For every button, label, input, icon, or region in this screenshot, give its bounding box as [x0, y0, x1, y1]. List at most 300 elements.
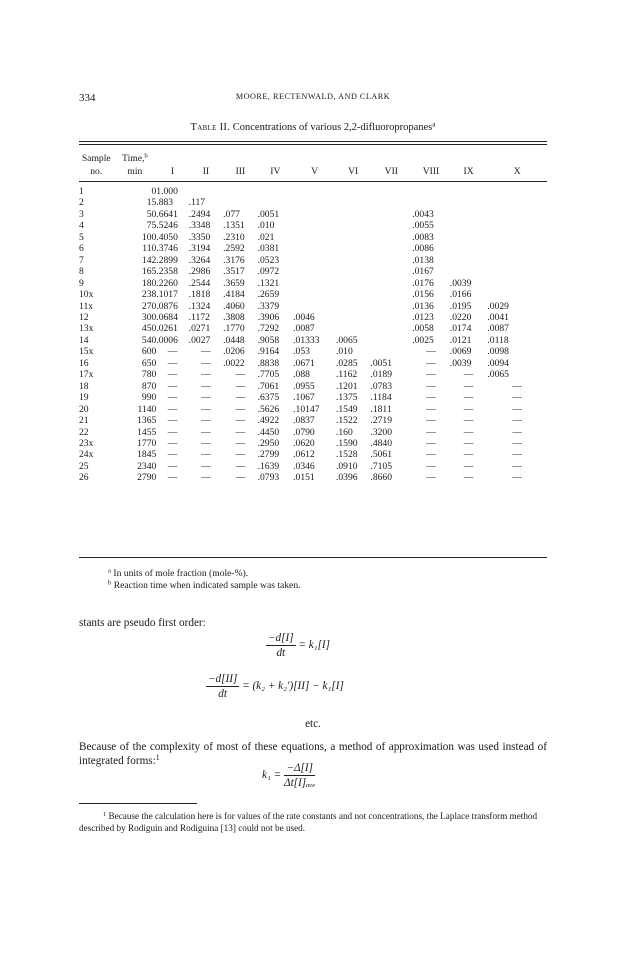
time-cell: 270	[141, 300, 157, 312]
concentration-cell: .4184	[223, 289, 245, 301]
concentration-cell: .0121	[449, 334, 472, 346]
concentration-cell: .0195	[449, 300, 472, 312]
eq3-denominator: Δt[I]ₐᵥₑ	[284, 777, 316, 789]
concentration-cell: .2799	[257, 449, 280, 461]
concentration-cell: —	[201, 403, 211, 415]
time-cell: 100	[141, 231, 157, 243]
concentration-cell: .0025	[412, 334, 434, 346]
sample-number-cell: 7	[79, 254, 84, 266]
concentration-cell: —	[512, 403, 522, 415]
time-cell: 238	[141, 289, 157, 301]
concentration-cell: —	[463, 472, 474, 484]
concentration-cell: .0612	[293, 449, 315, 461]
concentration-cell: .0620	[293, 437, 315, 449]
concentration-cell	[370, 278, 412, 289]
concentration-cell: —	[463, 437, 474, 449]
concentration-cell: .6641	[156, 208, 178, 220]
concentration-cell: —	[463, 415, 474, 427]
concentration-cell	[487, 255, 547, 266]
concentration-cell	[450, 266, 488, 277]
concentration-cell: .3379	[257, 300, 280, 312]
concentration-cell: .10147	[293, 403, 320, 415]
concentration-cell: .0876	[156, 300, 178, 312]
concentration-cell: .0271	[188, 323, 211, 335]
concentration-cell: .1201	[335, 380, 358, 392]
concentration-cell	[293, 220, 336, 231]
sample-number-cell: 26	[79, 472, 89, 484]
col-header-compound: VII	[384, 166, 398, 177]
concentration-cell: —	[463, 403, 474, 415]
concentration-cell	[487, 220, 547, 231]
concentration-cell: —	[235, 392, 246, 404]
table-row	[79, 369, 547, 380]
concentration-cell	[336, 289, 370, 300]
footnote-rule	[79, 803, 197, 804]
concentration-cell: —	[201, 357, 211, 369]
table-row	[79, 381, 547, 392]
concentration-cell	[258, 186, 294, 197]
time-cell: 110	[142, 243, 157, 255]
concentration-cell: .3350	[188, 231, 211, 243]
sample-number-cell: 23x	[79, 437, 94, 449]
concentration-cell: .2494	[188, 208, 211, 220]
concentration-cell	[370, 266, 412, 277]
col-header-compound: IX	[463, 166, 474, 177]
concentration-cell: .053	[293, 346, 310, 358]
concentration-cell: .2592	[223, 243, 245, 255]
table-row	[79, 461, 547, 472]
table-row	[79, 197, 547, 208]
eq2-denominator: dt	[218, 688, 227, 700]
concentration-cell	[370, 301, 412, 312]
concentration-cell: .0285	[335, 357, 358, 369]
concentration-cell: .0046	[293, 311, 315, 323]
equation-3	[262, 762, 315, 789]
concentration-cell: .0176	[412, 277, 434, 289]
concentration-table	[79, 152, 547, 484]
concentration-cell: —	[426, 369, 436, 381]
concentration-cell: .0151	[293, 472, 315, 484]
table-row	[79, 358, 547, 369]
paragraph-2-footnote-mark: 1	[155, 753, 160, 763]
time-cell: 540	[141, 334, 157, 346]
concentration-cell: —	[235, 460, 246, 472]
concentration-cell	[293, 301, 336, 312]
concentration-cell: .2659	[257, 289, 280, 301]
table-footnote-b: $^b$ Reaction time when indicated sample was taken.	[108, 579, 301, 591]
concentration-cell: 1.000	[156, 186, 178, 197]
concentration-cell: .1528	[335, 449, 358, 461]
concentration-cell: .3659	[223, 277, 245, 289]
concentration-cell: .0346	[293, 460, 315, 472]
page-number: 334	[79, 92, 96, 104]
concentration-cell: —	[426, 357, 436, 369]
eq3-numerator: −Δ[I]	[284, 762, 315, 776]
concentration-cell: .0167	[412, 266, 434, 278]
concentration-cell: .0098	[487, 346, 509, 358]
page-footnote: $^1$ Because the calculation here is for values of the rate constants and not concentrations, the Laplace transform method described by Rodiguin and Rodiguina [13] could not be used.	[79, 810, 538, 833]
concentration-cell	[336, 209, 370, 220]
concentration-cell: —	[201, 392, 211, 404]
page-header	[79, 92, 547, 106]
table-spacer-row	[79, 178, 547, 186]
concentration-cell: —	[463, 449, 474, 461]
concentration-cell	[336, 197, 370, 208]
concentration-cell: —	[426, 426, 436, 438]
concentration-cell: .0039	[449, 357, 472, 369]
col-header-compound: VI	[348, 166, 359, 177]
concentration-cell: .1067	[293, 392, 315, 404]
concentration-cell: —	[512, 449, 522, 461]
concentration-cell: .0065	[487, 369, 509, 381]
time-cell: 142	[141, 254, 157, 266]
concentration-cell: .0783	[370, 380, 393, 392]
concentration-cell: .0051	[370, 357, 393, 369]
sample-number-cell: 25	[79, 460, 89, 472]
concentration-cell: —	[167, 346, 178, 358]
table-row	[79, 472, 547, 483]
concentration-cell: .0058	[412, 323, 434, 335]
concentration-cell	[293, 186, 336, 197]
concentration-cell	[370, 335, 412, 346]
concentration-cell	[336, 243, 370, 254]
concentration-cell	[336, 266, 370, 277]
concentration-cell: .883	[156, 197, 174, 209]
concentration-cell: .3517	[223, 266, 245, 278]
sample-number-cell: 8	[79, 266, 84, 278]
sample-number-cell: 24x	[79, 449, 94, 461]
time-cell: 50	[146, 208, 157, 220]
concentration-cell: —	[235, 437, 246, 449]
time-cell: 180	[141, 277, 157, 289]
concentration-cell: —	[426, 346, 436, 358]
concentration-cell: —	[463, 392, 474, 404]
concentration-cell	[412, 197, 450, 208]
concentration-cell	[450, 255, 488, 266]
concentration-cell: .3176	[223, 254, 245, 266]
concentration-cell: —	[463, 426, 474, 438]
table-row	[79, 255, 547, 266]
concentration-cell	[487, 289, 547, 300]
concentration-cell: .1375	[335, 392, 358, 404]
concentration-cell: —	[201, 346, 211, 358]
concentration-cell: .0087	[487, 323, 509, 335]
concentration-cell: .0837	[293, 415, 315, 427]
concentration-cell: .1818	[188, 289, 211, 301]
concentration-cell: .0448	[223, 334, 245, 346]
sample-number-cell: 19	[79, 392, 89, 404]
concentration-cell: .2719	[370, 415, 393, 427]
col-header-compound: II	[202, 166, 210, 177]
time-cell: 2340	[137, 460, 157, 472]
sample-number-cell: 22	[79, 426, 89, 438]
concentration-cell: .3746	[156, 243, 178, 255]
concentration-cell: .088	[293, 369, 310, 381]
concentration-cell: .1549	[335, 403, 358, 415]
concentration-cell: —	[426, 460, 436, 472]
table-header-rule	[79, 181, 547, 182]
concentration-cell: .1017	[156, 289, 178, 301]
concentration-cell: .160	[335, 426, 353, 438]
concentration-cell: .0793	[257, 472, 280, 484]
table-top-rule	[79, 141, 547, 142]
concentration-cell: —	[512, 392, 522, 404]
sample-number-cell: 5	[79, 231, 84, 243]
concentration-cell: —	[201, 460, 211, 472]
table-row	[79, 289, 547, 300]
table-footnote-a: $^a$ In units of mole fraction (mole-%).	[108, 567, 249, 579]
table-row	[79, 243, 547, 254]
concentration-cell: .1639	[257, 460, 280, 472]
concentration-cell: .1162	[335, 369, 358, 381]
concentration-cell: .1321	[257, 277, 280, 289]
time-cell: 1140	[137, 403, 157, 415]
concentration-cell	[370, 243, 412, 254]
time-cell: 450	[141, 323, 157, 335]
running-title: MOORE, RECTENWALD, AND CLARK	[235, 92, 391, 101]
concentration-cell: .0396	[335, 472, 358, 484]
concentration-cell: .1172	[188, 311, 210, 323]
concentration-cell: .01333	[293, 334, 320, 346]
concentration-cell: —	[512, 460, 522, 472]
concentration-cell: .3264	[188, 254, 211, 266]
concentration-cell: .1770	[223, 323, 245, 335]
concentration-cell: .3348	[188, 220, 211, 232]
concentration-cell: .1351	[223, 220, 245, 232]
table-row	[79, 438, 547, 449]
time-cell: 1770	[137, 437, 157, 449]
concentration-cell: .9058	[257, 334, 280, 346]
concentration-cell	[223, 186, 257, 197]
paragraph-1: stants are pseudo first order:	[79, 617, 206, 629]
sample-number-cell: 18	[79, 380, 89, 392]
concentration-cell: .0087	[293, 323, 315, 335]
time-cell: 15	[146, 197, 157, 209]
concentration-cell: —	[426, 472, 436, 484]
col-header-compound: X	[513, 166, 521, 177]
concentration-cell	[370, 186, 412, 197]
table-row	[79, 220, 547, 231]
concentration-cell	[487, 243, 547, 254]
concentration-cell: —	[463, 380, 474, 392]
concentration-cell	[293, 243, 336, 254]
time-cell: 2790	[137, 472, 157, 484]
concentration-cell: —	[426, 380, 436, 392]
concentration-cell: —	[426, 415, 436, 427]
concentration-cell	[370, 323, 412, 334]
concentration-cell	[370, 232, 412, 243]
concentration-cell: —	[426, 437, 436, 449]
concentration-cell: —	[167, 449, 178, 461]
time-cell: 75	[146, 220, 157, 232]
table-caption	[79, 119, 547, 133]
concentration-cell: —	[167, 369, 178, 381]
col-header-compound: IV	[270, 166, 281, 177]
concentration-cell: —	[235, 426, 246, 438]
concentration-cell	[336, 232, 370, 243]
concentration-cell: .4840	[370, 437, 393, 449]
concentration-cell: .2310	[223, 231, 245, 243]
concentration-cell: .8838	[257, 357, 280, 369]
concentration-cell	[412, 186, 450, 197]
table-bottom-rule	[79, 557, 547, 558]
col-header-compound: VIII	[422, 166, 440, 177]
concentration-cell	[336, 186, 370, 197]
concentration-cell: —	[463, 369, 474, 381]
table-label: Table II.	[190, 122, 231, 133]
table-row	[79, 392, 547, 403]
sample-number-cell: 4	[79, 220, 84, 232]
table-caption-footnote-mark: a	[432, 119, 436, 129]
eq2-rhs: = (k₂ + k₂′)[II] − k₁[I]	[242, 680, 344, 693]
concentration-cell	[293, 197, 336, 208]
concentration-cell	[450, 197, 488, 208]
concentration-cell: .2544	[188, 277, 211, 289]
sample-number-cell: 11x	[79, 300, 94, 312]
concentration-cell	[293, 255, 336, 266]
sample-number-cell: 17x	[79, 369, 94, 381]
concentration-cell: —	[512, 426, 522, 438]
equation-1	[266, 632, 330, 659]
concentration-cell	[487, 209, 547, 220]
sample-number-cell: 2	[79, 197, 84, 209]
concentration-cell: .0029	[487, 300, 509, 312]
concentration-cell: .3194	[188, 243, 211, 255]
concentration-cell: .0055	[412, 220, 434, 232]
concentration-cell	[487, 197, 547, 208]
concentration-cell: .0022	[223, 357, 245, 369]
concentration-cell: —	[235, 380, 246, 392]
eq1-denominator: dt	[276, 647, 286, 659]
sample-number-cell: 16	[79, 357, 89, 369]
sample-number-cell: 1	[79, 186, 84, 197]
concentration-cell: —	[426, 403, 436, 415]
concentration-cell: .5246	[156, 220, 178, 232]
concentration-cell: .7061	[257, 380, 280, 392]
concentration-cell: .0206	[223, 346, 245, 358]
concentration-cell: —	[235, 415, 246, 427]
concentration-cell: —	[463, 460, 474, 472]
eq1-numerator: −d[I]	[268, 632, 294, 644]
concentration-cell: .117	[188, 197, 206, 209]
concentration-cell	[450, 232, 488, 243]
concentration-cell: .0069	[449, 346, 472, 358]
sample-number-cell: 15x	[79, 346, 94, 358]
sample-number-cell: 6	[79, 243, 84, 255]
table-row	[79, 278, 547, 289]
concentration-cell	[189, 186, 223, 197]
concentration-cell: .0043	[412, 208, 434, 220]
sample-number-cell: 21	[79, 415, 89, 427]
concentration-cell: .0220	[449, 311, 472, 323]
concentration-cell	[336, 301, 370, 312]
concentration-cell: —	[235, 449, 246, 461]
concentration-cell	[293, 209, 336, 220]
concentration-cell: .2260	[156, 277, 178, 289]
concentration-cell	[293, 266, 336, 277]
concentration-cell	[370, 346, 412, 357]
table-row	[79, 186, 547, 197]
concentration-cell: .0006	[156, 334, 178, 346]
concentration-cell	[293, 278, 336, 289]
col-header-time-1: Time,$^b$	[122, 152, 148, 164]
concentration-cell	[336, 255, 370, 266]
paragraph-2: Because of the complexity of most of these equations, a method of approximation was used instead of integrated forms:$^1$	[79, 741, 547, 767]
concentration-cell: .0083	[412, 231, 434, 243]
concentration-cell: .3808	[223, 311, 245, 323]
concentration-cell: .5061	[370, 449, 393, 461]
col-header-sample-2: no.	[90, 166, 103, 177]
concentration-cell: .2950	[257, 437, 280, 449]
concentration-cell: .0671	[293, 357, 315, 369]
concentration-cell: —	[167, 392, 178, 404]
concentration-cell	[370, 197, 412, 208]
time-cell: 990	[141, 392, 157, 404]
concentration-cell	[370, 220, 412, 231]
concentration-cell: —	[235, 369, 246, 381]
concentration-cell: .0381	[257, 243, 280, 255]
concentration-cell: .4050	[156, 231, 178, 243]
concentration-cell: —	[235, 472, 246, 484]
concentration-cell: .0790	[293, 426, 315, 438]
concentration-cell: .0138	[412, 254, 434, 266]
concentration-cell: —	[512, 472, 522, 484]
concentration-cell	[336, 278, 370, 289]
time-cell: 600	[141, 346, 157, 358]
concentration-cell: .021	[257, 231, 275, 243]
concentration-cell: .0156	[412, 289, 434, 301]
table-row	[79, 427, 547, 438]
time-footnote-mark: b	[144, 152, 148, 160]
concentration-cell: .0051	[257, 208, 280, 220]
concentration-cell	[487, 278, 547, 289]
concentration-cell: .010	[257, 220, 275, 232]
concentration-cell: .0136	[412, 300, 434, 312]
col-header-time-2: min	[127, 166, 143, 177]
time-cell: 0	[151, 186, 157, 197]
concentration-cell: .0955	[293, 380, 315, 392]
sample-number-cell: 14	[79, 334, 89, 346]
time-cell: 165	[141, 266, 157, 278]
table-row	[79, 312, 547, 323]
concentration-cell: —	[512, 437, 522, 449]
concentration-cell: —	[201, 380, 211, 392]
concentration-cell	[487, 266, 547, 277]
col-header-sample-1: Sample	[81, 153, 111, 164]
concentration-cell: .0684	[156, 311, 178, 323]
concentration-cell: —	[201, 472, 211, 484]
concentration-cell: —	[512, 380, 522, 392]
concentration-cell: .0910	[335, 460, 358, 472]
concentration-cell: —	[201, 449, 211, 461]
concentration-cell: .1324	[188, 300, 211, 312]
concentration-cell: .1590	[335, 437, 358, 449]
concentration-cell: —	[167, 357, 178, 369]
sample-number-cell: 3	[79, 208, 84, 220]
col-header-compound: V	[311, 166, 318, 177]
table-row	[79, 346, 547, 357]
concentration-cell	[370, 312, 412, 323]
concentration-cell: —	[235, 403, 246, 415]
concentration-cell: .0123	[412, 311, 434, 323]
concentration-cell: .1811	[370, 403, 392, 415]
concentration-cell	[487, 186, 547, 197]
concentration-cell: .3200	[370, 426, 393, 438]
concentration-cell: .0041	[487, 311, 509, 323]
table-title: Concentrations of various 2,2-difluoropropanes	[232, 122, 433, 133]
time-cell: 1365	[137, 415, 157, 427]
concentration-cell: .1184	[370, 392, 392, 404]
